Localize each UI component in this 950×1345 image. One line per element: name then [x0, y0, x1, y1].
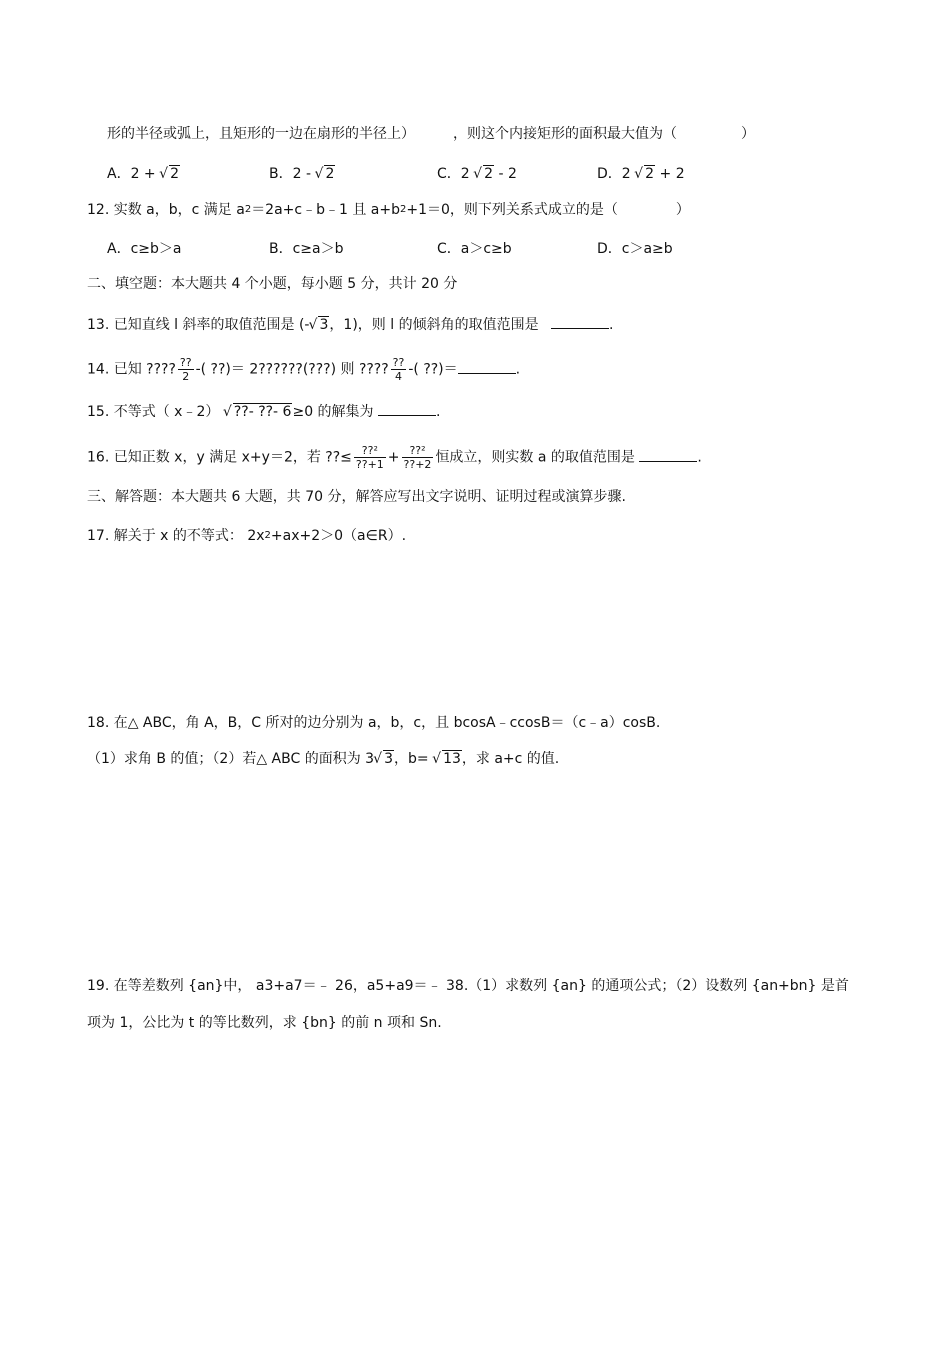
sqrt-symbol — [309, 315, 329, 335]
q16-fraction-2-numerator: ??² — [402, 444, 434, 458]
q11-option-b-radicand: 2 — [325, 166, 335, 182]
q16-fraction-1-numerator: ??² — [354, 444, 386, 458]
q19-text-line-2: 项为 1，公比为 t 的等比数列，求 {bn} 的前 n 项和 Sn. — [87, 1015, 442, 1031]
sqrt-symbol — [224, 402, 293, 422]
q11-stem-text-c: ） — [741, 126, 755, 142]
q11-option-a-radicand: 2 — [170, 166, 180, 182]
q14 — [87, 356, 520, 383]
q14-fraction-2-denominator: 4 — [395, 370, 403, 383]
q13-text-a: 已知直线 l 斜率的取值范围是 (- — [113, 317, 310, 333]
q16-text-b: 恒成立，则实数 a 的取值范围是 — [435, 449, 635, 466]
q17-text-a: 解关于 x 的不等式： 2x — [113, 528, 265, 544]
q14-fraction-1-denominator: 2 — [182, 370, 190, 383]
sqrt-symbol — [315, 164, 335, 184]
q12-text-a: 实数 a，b，c 满足 a — [113, 202, 245, 218]
q18-text-c: ，求 a+c 的值. — [461, 751, 560, 767]
q16-fraction-1-denominator: ??+1 — [355, 458, 384, 471]
q14-text-b: -( ??)＝ 2??????(???) 则 ???? — [195, 361, 389, 378]
q11-option-a-text: A．2 + — [107, 166, 156, 182]
q15-text-a: 不等式（ x﹣2） — [113, 404, 220, 420]
q16-text-a: 已知正数 x，y 满足 x+y＝2，若 ??≤ — [113, 449, 352, 466]
q16-fraction-1 — [354, 444, 386, 471]
q13 — [87, 314, 613, 335]
q11-stem-text-a: 形的半径或弧上，且矩形的一边在扇形的半径上） — [107, 126, 415, 142]
q18-radicand-1: 3 — [384, 751, 393, 767]
q19-text-line-1: 在等差数列 {an}中， a3+a7＝﹣ 26，a5+a9＝﹣ 38.（1）求数列 {an} 的通项公式；（2）设数列 {an+bn} 是首 — [113, 978, 849, 994]
q11-option-c — [437, 164, 517, 184]
q14-fraction-1 — [178, 356, 194, 383]
q17-number: 17. — [87, 528, 110, 544]
q11-option-c-text: C．2 — [437, 166, 470, 182]
q14-answer-blank[interactable] — [458, 359, 516, 374]
sqrt-symbol — [374, 749, 394, 769]
q12-text-b: ＝2a+c﹣b﹣1 且 a+b — [251, 202, 400, 218]
q12-option-a: A．c≥b＞a — [107, 241, 182, 257]
q18-radicand-2: 13 — [443, 751, 461, 767]
q17-text-b: +ax+2＞0（a∈R）. — [270, 528, 407, 544]
q13-text-b: ，1)，则 l 的倾斜角的取值范围是 — [329, 317, 539, 333]
q12-option-b: B．c≥a＞b — [269, 241, 344, 257]
q12-option-d: D．c＞a≥b — [597, 241, 673, 257]
q15-end: . — [436, 404, 441, 420]
q12-option-c: C．a＞c≥b — [437, 241, 512, 257]
q18-number: 18. — [87, 715, 110, 731]
q18-text-a: （1）求角 B 的值；（2）若△ ABC 的面积为 3 — [87, 751, 375, 767]
q16-plus: + — [387, 449, 400, 466]
q15-radicand: ??- ??- 6 — [233, 404, 292, 420]
q19-number: 19. — [87, 978, 110, 994]
q18-text-b: ，b= — [393, 751, 429, 767]
q11-option-a — [107, 164, 180, 184]
q13-answer-blank[interactable] — [551, 314, 609, 329]
q11-option-c-tail: - 2 — [498, 166, 517, 182]
section-heading-fill-in: 二、填空题：本大题共 4 个小题，每小题 5 分，共计 20 分 — [87, 276, 458, 292]
q14-text-a: 已知 ???? — [113, 361, 176, 378]
q11-option-d-tail: + 2 — [659, 166, 685, 182]
q14-end: . — [515, 361, 521, 378]
q11-option-b-text: B．2 - — [269, 166, 312, 182]
q18-line-2 — [87, 749, 559, 769]
q16 — [87, 444, 702, 471]
section-heading-solutions: 三、解答题：本大题共 6 大题，共 70 分，解答应写出文字说明、证明过程或演算步骤. — [87, 489, 626, 505]
q11-option-b — [269, 164, 335, 184]
q11-option-d-radicand: 2 — [645, 166, 655, 182]
q14-fraction-1-numerator: ?? — [179, 356, 192, 369]
q12-text-d: ） — [675, 202, 690, 218]
q14-fraction-2 — [391, 356, 407, 383]
sqrt-symbol — [160, 164, 180, 184]
q12-stem — [87, 200, 690, 222]
q14-fraction-2-numerator: ?? — [392, 356, 405, 369]
q18-text-line-1: 在△ ABC，角 A，B，C 所对的边分别为 a，b，c，且 bcosA﹣ccosB＝（c﹣a）cosB. — [113, 715, 661, 731]
q16-fraction-2-denominator: ??+2 — [403, 458, 432, 471]
q11-stem — [107, 124, 755, 144]
q17-sup: 2 — [264, 530, 271, 541]
q11-option-d-text: D．2 — [597, 166, 631, 182]
q14-number: 14. — [87, 361, 110, 378]
q19-line-1 — [87, 976, 849, 996]
q12-sup-a: 2 — [244, 204, 252, 215]
q12-number: 12. — [87, 202, 110, 218]
q13-end: . — [609, 317, 614, 333]
q15-answer-blank[interactable] — [378, 401, 436, 416]
q15-number: 15. — [87, 404, 110, 420]
q11-option-d — [597, 164, 685, 184]
sqrt-symbol — [474, 164, 494, 184]
sqrt-symbol — [635, 164, 655, 184]
q15 — [87, 401, 440, 422]
q16-number: 16. — [87, 449, 110, 466]
q16-fraction-2 — [402, 444, 434, 471]
q18-line-1 — [87, 713, 660, 733]
q12-sup-b: 2 — [400, 204, 407, 215]
q17 — [87, 526, 406, 548]
sqrt-symbol — [433, 749, 462, 769]
q12-text-c: +1＝0，则下列关系式成立的是（ — [406, 202, 618, 218]
q13-number: 13. — [87, 317, 110, 333]
q11-stem-text-b: ，则这个内接矩形的面积最大值为（ — [453, 126, 677, 142]
q14-text-c: -( ??)＝ — [408, 361, 458, 378]
q13-radicand: 3 — [319, 317, 329, 333]
q11-option-c-radicand: 2 — [484, 166, 494, 182]
q15-text-b: ≥0 的解集为 — [292, 404, 374, 420]
q16-end: . — [697, 449, 702, 466]
q16-answer-blank[interactable] — [639, 447, 697, 462]
